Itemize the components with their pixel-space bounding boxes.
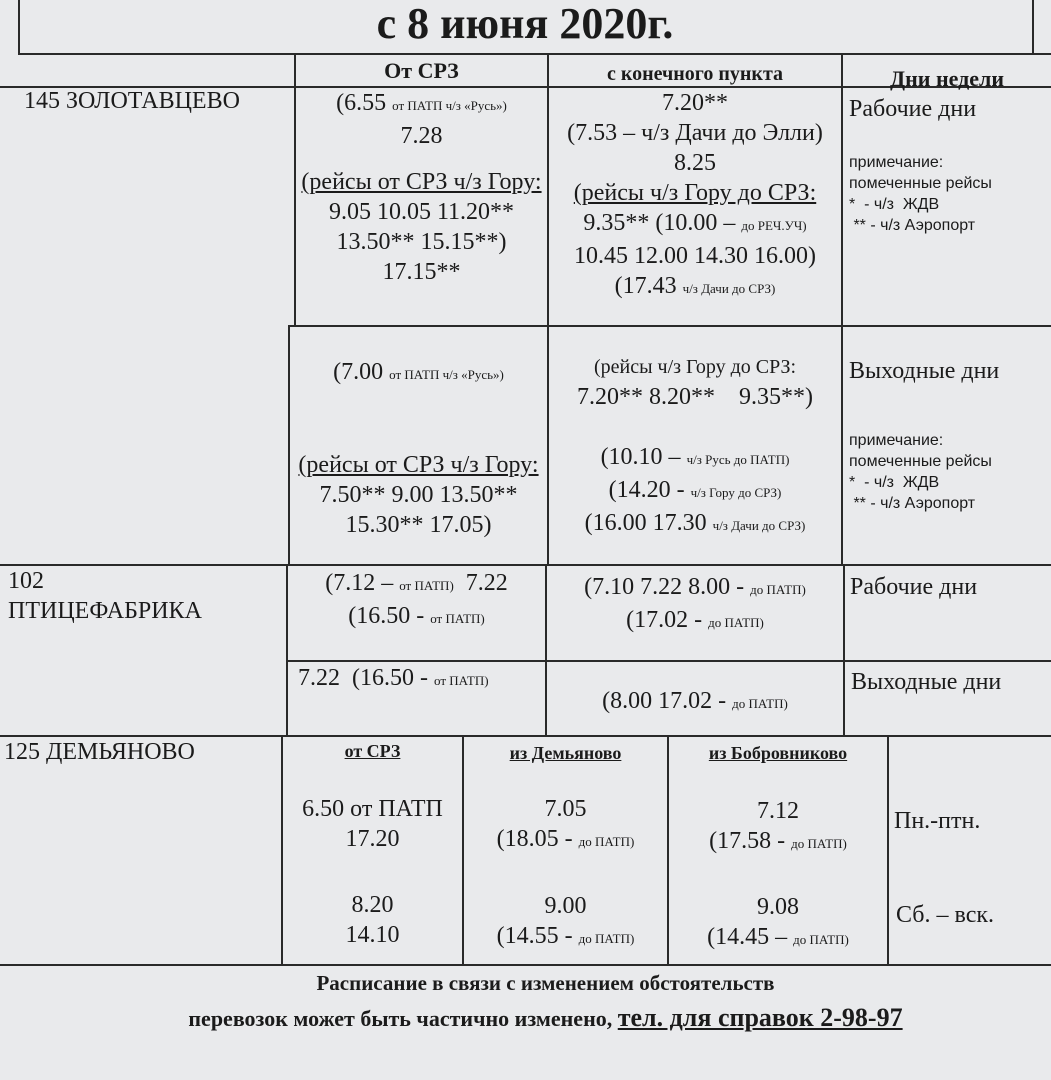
departure-line: (17.58 - до ПАТП): [709, 828, 847, 854]
departure-line: (7.53 – ч/з Дачи до Элли): [567, 120, 823, 146]
route-125-weekday-days: Пн.-птн.: [894, 808, 981, 834]
table-divider: [0, 964, 1051, 966]
departure-line: 9.35** (10.00 – до РЕЧ.УЧ): [583, 210, 807, 236]
departure-line: 7.28: [400, 123, 443, 149]
table-divider: [841, 54, 843, 566]
departure-line: (16.00 17.30 ч/з Дачи до СРЗ): [584, 510, 806, 536]
departure-line: 8.25: [674, 150, 716, 176]
note-line: ** - ч/з Аэропорт: [849, 217, 976, 234]
route-145-name: 145 ЗОЛОТАВЦЕВО: [24, 88, 240, 114]
page-title: с 8 июня 2020г.: [376, 0, 674, 48]
route-145-weekday-days: Рабочие дни: [849, 96, 977, 122]
route-145-weekday-from-terminal: [549, 88, 841, 304]
departure-line: 6.50 от ПАТП: [302, 796, 443, 822]
note-line: * - ч/з ЖДВ: [849, 474, 940, 491]
departure-line: (16.50 - от ПАТП): [348, 603, 485, 629]
departure-line: 9.05 10.05 11.20**: [328, 199, 515, 225]
departure-line: 17.20: [345, 826, 400, 852]
departure-line: (7.00 от ПАТП ч/з «Русь»): [333, 359, 504, 385]
footer-notice-line2: [0, 1002, 1051, 1035]
departure-line: (14.20 - ч/з Гору до СРЗ): [608, 477, 782, 503]
route-125-weekend-from-srz: [283, 890, 462, 950]
route-125-weekend-days: Сб. – вск.: [896, 902, 995, 928]
departure-line: 15.30** 17.05): [345, 512, 492, 538]
departure-line: (рейсы ч/з Гору до СРЗ:: [573, 180, 817, 206]
departure-line: (17.02 - до ПАТП): [626, 607, 764, 633]
departure-line: 7.20**: [662, 90, 728, 116]
route-102-weekend-from-terminal: (8.00 17.02 - до ПАТП): [602, 688, 788, 714]
departure-line: 7.05: [544, 796, 587, 822]
route-125-weekend-from-demyanovo: [464, 891, 667, 954]
route-145-weekend-from-terminal: [549, 352, 841, 541]
route-125-header-bobrovnikovo: из Бобровниково: [708, 743, 848, 763]
footer-notice-text: перевозок может быть частично изменено,: [188, 1006, 618, 1031]
header-days: Дни недели: [889, 66, 1005, 91]
note-line: помеченные рейсы: [849, 175, 992, 192]
header-from-srz: От СРЗ: [384, 58, 459, 83]
route-125-weekday-from-bobrovnikovo: [669, 796, 887, 859]
departure-line: (рейсы от СРЗ ч/з Гору:: [298, 452, 539, 478]
route-145-weekday-from-srz: [296, 88, 547, 287]
note-line: * - ч/з ЖДВ: [849, 196, 940, 213]
departure-line: (рейсы от СРЗ ч/з Гору:: [301, 169, 542, 195]
departure-line: 9.00: [544, 893, 587, 919]
note-line: примечание:: [849, 154, 944, 171]
route-102-weekday-from-srz: [288, 568, 545, 634]
departure-line: 9.08: [757, 894, 799, 920]
departure-line: (7.12 – от ПАТП) 7.22: [325, 570, 508, 596]
departure-line: (14.55 - до ПАТП): [496, 923, 635, 949]
table-divider: [843, 564, 845, 736]
route-102-label: [8, 566, 202, 626]
departure-line: 7.50** 9.00 13.50**: [319, 482, 518, 508]
route-145-weekend-note: [849, 430, 992, 514]
table-divider: [18, 53, 1051, 55]
route-125-header-demyanovo: из Демьяново: [509, 743, 622, 763]
note-line: примечание:: [849, 432, 944, 449]
route-102-weekday-from-terminal: [547, 572, 843, 638]
route-102-weekend-from-srz: 7.22 (16.50 - от ПАТП): [298, 665, 489, 691]
table-border: [1032, 0, 1034, 54]
table-divider: [290, 325, 1051, 327]
route-125-weekday-from-srz: [283, 794, 462, 854]
route-102-name: ПТИЦЕФАБРИКА: [8, 598, 202, 624]
departure-line: 7.20** 8.20** 9.35**): [577, 384, 813, 410]
departure-line: 8.20: [351, 892, 394, 918]
departure-line: 17.15**: [382, 259, 461, 285]
departure-line: (7.10 7.22 8.00 - до ПАТП): [584, 574, 806, 600]
route-125-name: 125 ДЕМЬЯНОВО: [4, 739, 195, 765]
note-line: помеченные рейсы: [849, 453, 992, 470]
route-125-weekday-from-demyanovo: [464, 794, 667, 857]
footer-notice-line1: Расписание в связи с изменением обстоятельств: [316, 971, 775, 995]
route-145-weekend-from-srz: [290, 357, 547, 540]
departure-line: (18.05 - до ПАТП): [496, 826, 635, 852]
route-102-weekend-days: Выходные дни: [851, 669, 1002, 695]
table-divider: [887, 735, 889, 965]
departure-line: (14.45 – до ПАТП): [707, 924, 849, 950]
table-divider: [286, 660, 1051, 662]
departure-line: 10.45 12.00 14.30 16.00): [574, 243, 816, 269]
route-125-weekend-from-bobrovnikovo: [669, 892, 887, 955]
route-145-weekday-note: [849, 152, 992, 236]
route-145-weekend-days: Выходные дни: [849, 358, 1000, 384]
departure-line: (6.55 от ПАТП ч/з «Русь»): [336, 90, 507, 116]
departure-line: 13.50** 15.15**): [336, 229, 507, 255]
footer-phone: тел. для справок 2-98-97: [617, 1003, 903, 1032]
route-102-number: 102: [8, 568, 44, 594]
departure-line: 14.10: [345, 922, 400, 948]
note-line: ** - ч/з Аэропорт: [849, 495, 976, 512]
departure-line: (17.43 ч/з Дачи до СРЗ): [614, 273, 776, 299]
route-102-weekday-days: Рабочие дни: [850, 574, 978, 600]
departure-line: 7.12: [757, 798, 799, 824]
route-125-header-srz: от СРЗ: [344, 741, 401, 761]
departure-line: (10.10 – ч/з Русь до ПАТП): [600, 444, 790, 470]
departure-line: (рейсы ч/з Гору до СРЗ:: [593, 356, 797, 378]
header-from-terminal: с конечного пункта: [606, 63, 784, 85]
